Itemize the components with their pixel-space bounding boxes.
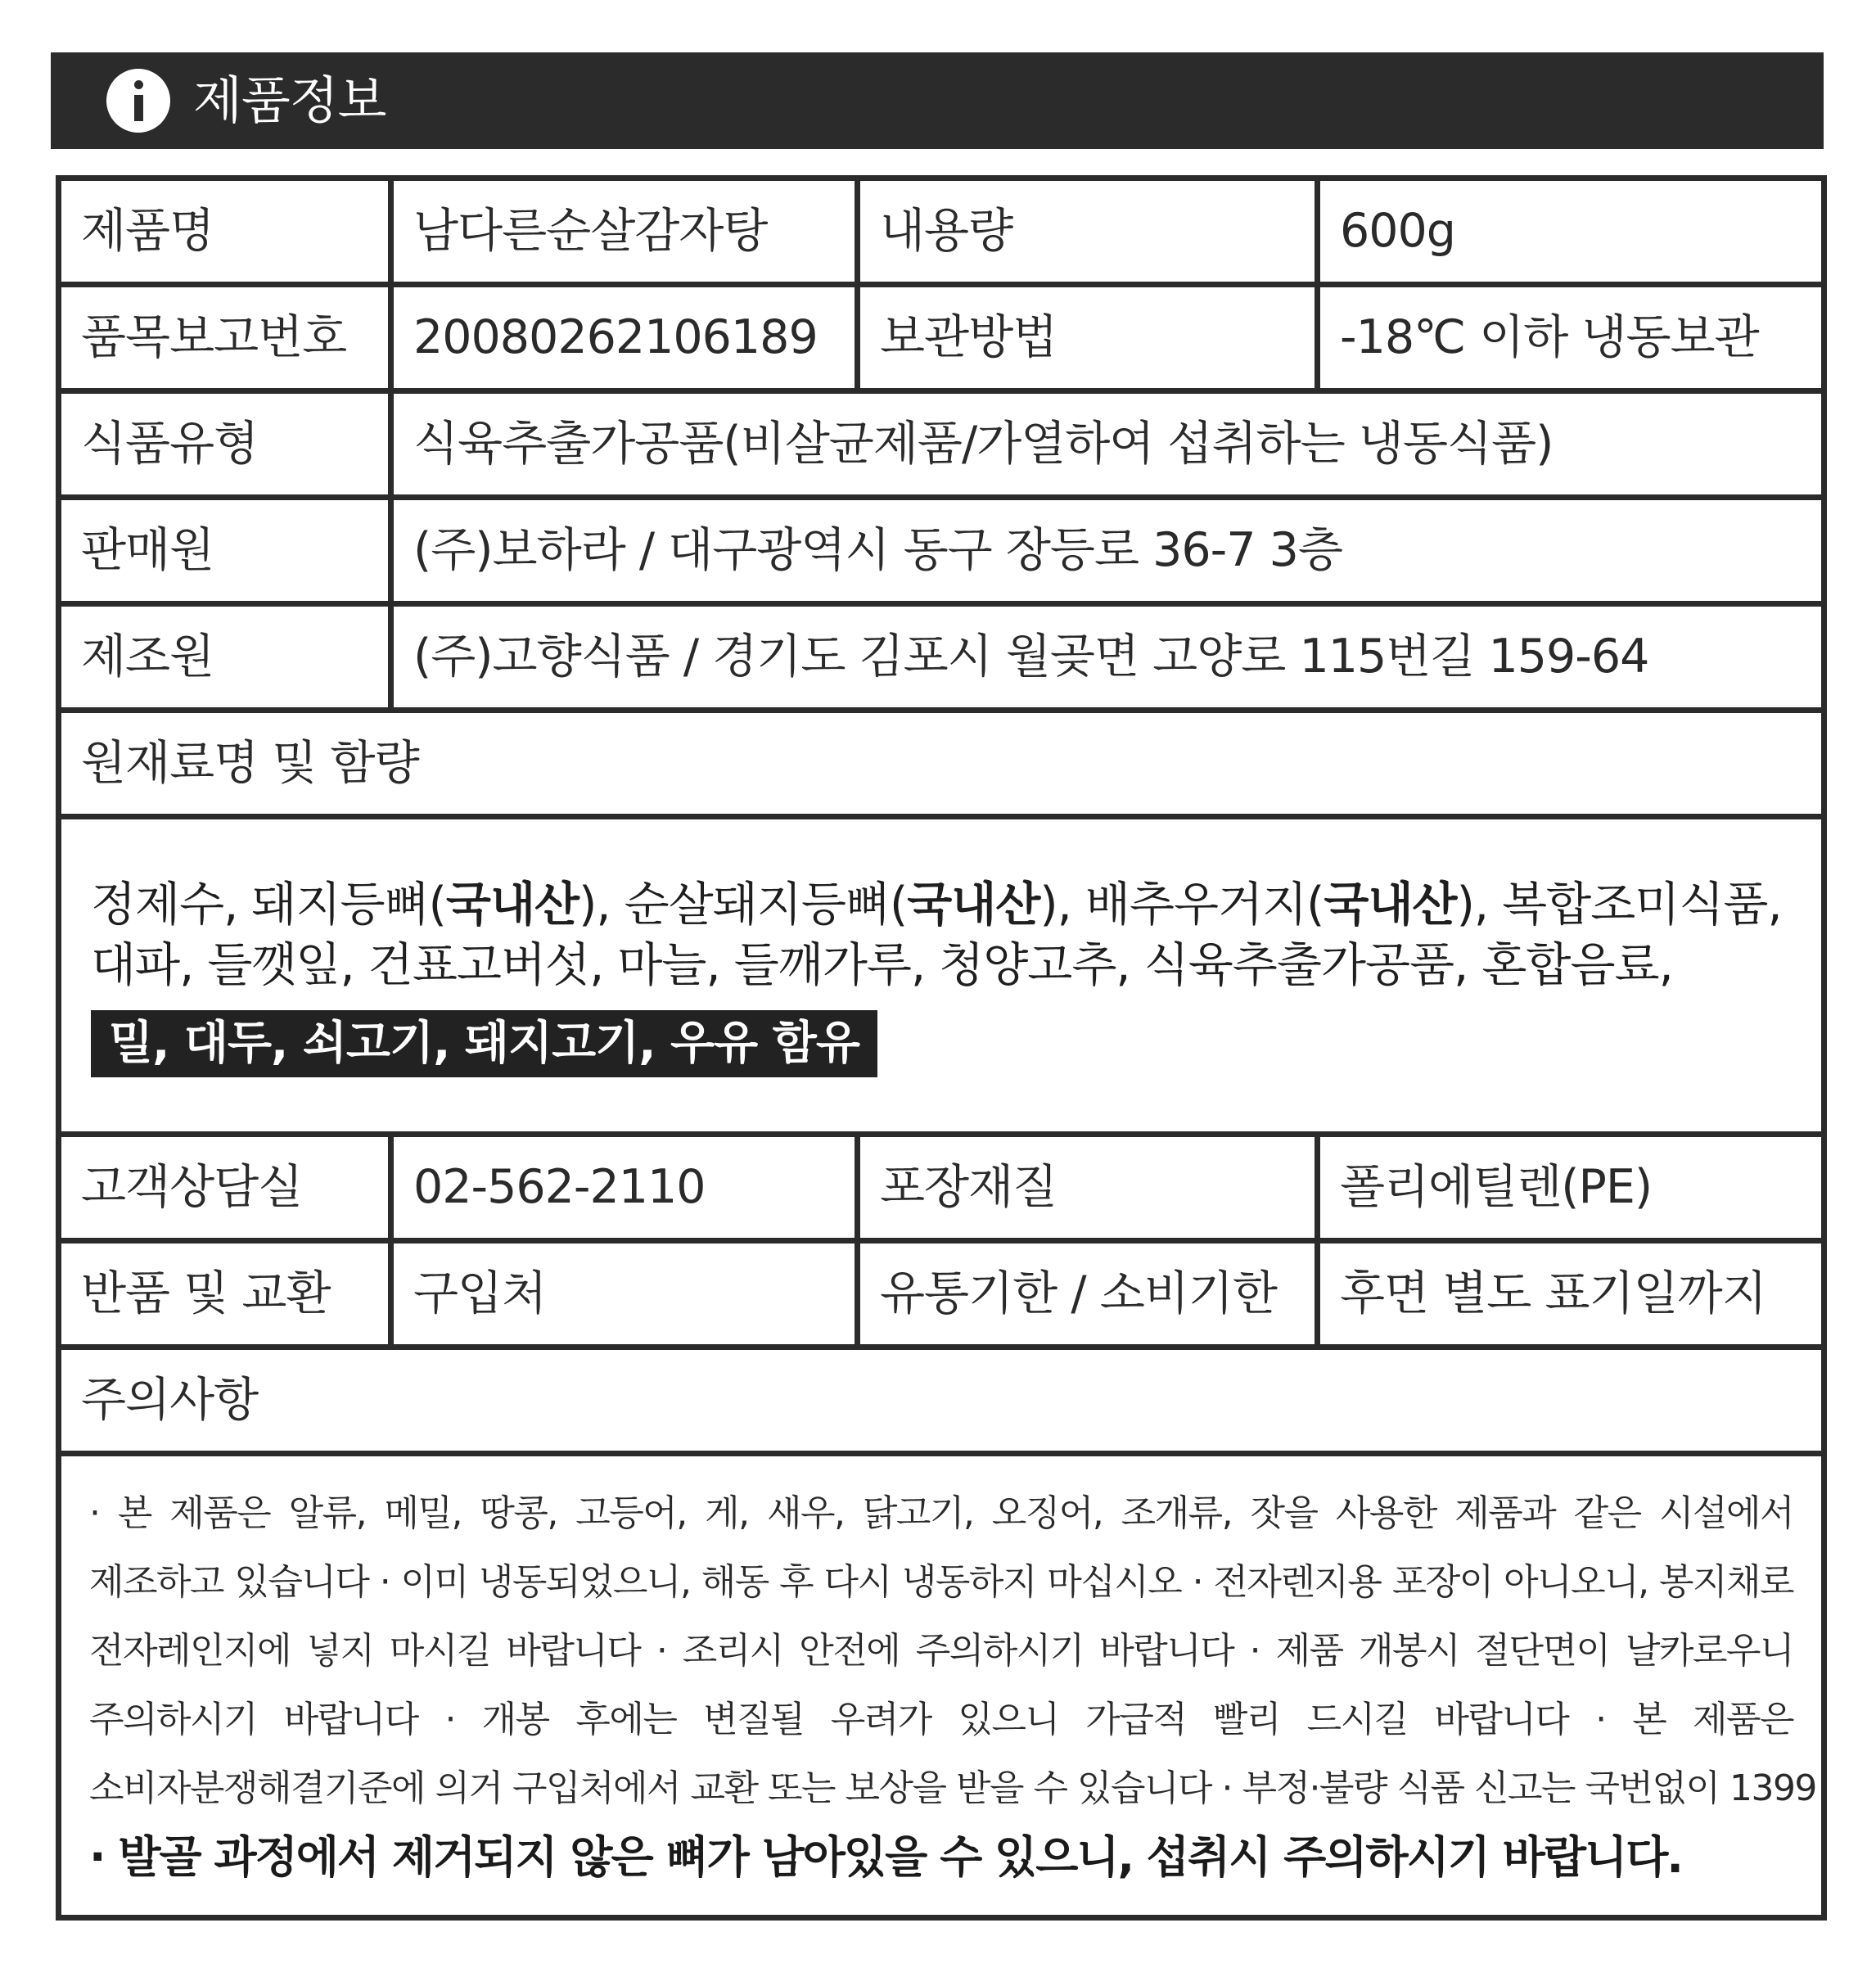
table-row (59, 1241, 1824, 1347)
product-info-table (56, 175, 1827, 1921)
cs-phone: 02-562-2110 (391, 1135, 858, 1241)
header-title: 제품정보 (193, 70, 386, 130)
table-row (59, 1454, 1824, 1918)
table-row (59, 711, 1824, 817)
origin-mark: 국내산 (1324, 877, 1457, 932)
caution-label: 주의사항 (59, 1347, 1824, 1454)
product-name: 남다른순살감자탕 (391, 178, 858, 285)
seller-label: 판매원 (59, 498, 391, 604)
ingredients-cell (59, 817, 1824, 1135)
allergen-badge: 밀, 대두, 쇠고기, 돼지고기, 우유 함유 (91, 1010, 877, 1077)
header-bar (51, 52, 1824, 149)
report-no-label: 품목보고번호 (59, 285, 391, 391)
caution-line: · 본 제품은 알류, 메밀, 땅콩, 고등어, 게, 새우, 닭고기, 오징어, 조개류, 잣을 사용한 제품과 같은 시설에서 (89, 1492, 1793, 1534)
volume-label: 내용량 (858, 178, 1318, 285)
caution-line: 소비자분쟁해결기준에 의거 구입처에서 교환 또는 보상을 받을 수 있습니다 · 부정·불량 식품 신고는 국번없이 1399 (89, 1767, 1816, 1809)
info-icon (106, 69, 170, 133)
caution-cell (59, 1454, 1824, 1918)
storage-value: -18℃ 이하 냉동보관 (1318, 285, 1824, 391)
ingredients-line-2: 대파, 들깻잎, 건표고버섯, 마늘, 들깨가루, 청양고추, 식육추출가공품, 혼합음료, (91, 937, 1673, 992)
table-row (59, 817, 1824, 1135)
seller-value: (주)보하라 / 대구광역시 동구 장등로 36-7 3층 (391, 498, 1824, 604)
table-row (59, 1347, 1824, 1454)
caution-line: 주의하시기 바랍니다 · 개봉 후에는 변질될 우려가 있으니 가급적 빨리 드시길 바랍니다 · 본 제품은 (89, 1699, 1793, 1740)
table-row (59, 391, 1824, 498)
origin-mark: 국내산 (445, 877, 579, 932)
return-value: 구입처 (391, 1241, 858, 1347)
food-type-label: 식품유형 (59, 391, 391, 498)
storage-label: 보관방법 (858, 285, 1318, 391)
packaging-label: 포장재질 (858, 1135, 1318, 1241)
table-row (59, 498, 1824, 604)
caution-line: 제조하고 있습니다 · 이미 냉동되었으니, 해동 후 다시 냉동하지 마십시오 · 전자렌지용 포장이 아니오니, 봉지채로 (89, 1561, 1793, 1603)
food-type-value: 식육추출가공품(비살균제품/가열하여 섭취하는 냉동식품) (391, 391, 1824, 498)
ingredients-line-1: 정제수, 돼지등뼈(국내산), 순살돼지등뼈(국내산), 배추우거지(국내산), 복합조미식품, (91, 877, 1782, 932)
return-label: 반품 및 교환 (59, 1241, 391, 1347)
table-row (59, 1135, 1824, 1241)
table-row (59, 178, 1824, 285)
packaging-value: 폴리에틸렌(PE) (1318, 1135, 1824, 1241)
cs-label: 고객상담실 (59, 1135, 391, 1241)
table-row (59, 604, 1824, 711)
expiry-label: 유통기한 / 소비기한 (858, 1241, 1318, 1347)
volume-value: 600g (1318, 178, 1824, 285)
ingredients-label: 원재료명 및 함량 (59, 711, 1824, 817)
table-row (59, 285, 1824, 391)
origin-mark: 국내산 (907, 877, 1040, 932)
report-no-value: 20080262106189 (391, 285, 858, 391)
maker-label: 제조원 (59, 604, 391, 711)
product-name-label: 제품명 (59, 178, 391, 285)
expiry-value: 후면 별도 표기일까지 (1318, 1241, 1824, 1347)
caution-line-bold: · 발골 과정에서 제거되지 않은 뼈가 남아있을 수 있으니, 섭취시 주의하시기 바랍니다. (89, 1831, 1682, 1883)
maker-value: (주)고향식품 / 경기도 김포시 월곶면 고양로 115번길 159-64 (391, 604, 1824, 711)
caution-line: 전자레인지에 넣지 마시길 바랍니다 · 조리시 안전에 주의하시기 바랍니다 · 제품 개봉시 절단면이 날카로우니 (89, 1630, 1793, 1672)
